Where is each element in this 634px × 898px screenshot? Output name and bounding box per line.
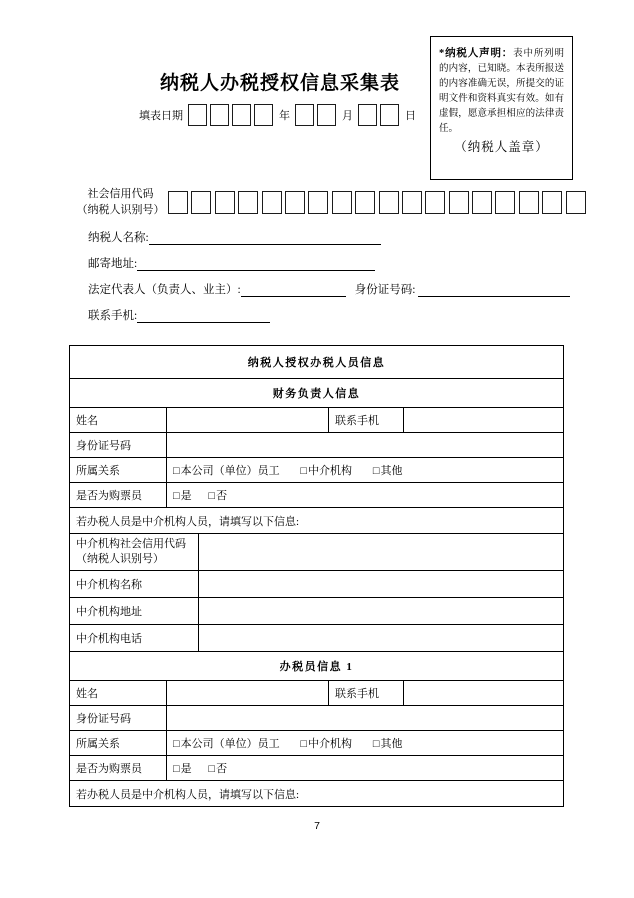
table-title: 纳税人授权办税人员信息 [70, 346, 564, 379]
yes-option-label: 是 [180, 490, 192, 502]
mailing-address-field[interactable] [137, 257, 375, 271]
table-title-row [70, 346, 564, 379]
input-box[interactable] [425, 191, 445, 214]
input-box[interactable] [210, 104, 229, 126]
input-box[interactable] [238, 191, 258, 214]
agency-note: 若办税人员是中介机构人员，请填写以下信息: [70, 781, 564, 807]
section-heading-row [70, 652, 564, 681]
checkbox-icon[interactable]: □ [208, 763, 216, 775]
table-row [70, 756, 564, 781]
table-row [70, 781, 564, 807]
relation-options-cell [167, 731, 564, 756]
section-heading-financial: 财务负责人信息 [70, 379, 564, 408]
table-row [70, 508, 564, 534]
taxpayer-name-row [88, 229, 381, 246]
no-option-label: 否 [216, 490, 228, 502]
table-row [70, 731, 564, 756]
relation-option-label: 本公司（单位）员工 [180, 738, 280, 750]
mailing-address-label: 邮寄地址: [88, 258, 138, 270]
input-box[interactable] [308, 191, 328, 214]
input-box[interactable] [566, 191, 586, 214]
checkbox-icon[interactable]: □ [173, 738, 180, 750]
relation-label: 所属关系 [70, 731, 167, 756]
input-box[interactable] [168, 191, 188, 214]
input-box[interactable] [355, 191, 375, 214]
relation-options-cell [167, 458, 564, 483]
input-box[interactable] [495, 191, 515, 214]
agency-address-label: 中介机构地址 [70, 598, 199, 625]
agency-name-input-cell[interactable] [199, 571, 564, 598]
declaration-body: 表中所列明的内容，已知晓。本表所报送的内容准确无误，所提交的证明文件和资料真实有效。如有虚假，愿意承担相应的法律责任。 [439, 49, 564, 134]
agency-address-input-cell[interactable] [199, 598, 564, 625]
agency-note: 若办税人员是中介机构人员，请填写以下信息: [70, 508, 564, 534]
fill-date-row [0, 104, 560, 126]
input-box[interactable] [285, 191, 305, 214]
input-box[interactable] [332, 191, 352, 214]
input-box[interactable] [379, 191, 399, 214]
id-number-input-cell[interactable] [167, 433, 564, 458]
day-unit-label: 日 [405, 110, 416, 122]
table-row [70, 681, 564, 706]
relation-option-label: 中介机构 [308, 738, 353, 750]
input-box[interactable] [380, 104, 399, 126]
input-box[interactable] [254, 104, 273, 126]
name-input-cell[interactable] [167, 681, 329, 706]
input-box[interactable] [262, 191, 282, 214]
checkbox-icon[interactable]: □ [208, 490, 216, 502]
checkbox-icon[interactable]: □ [173, 465, 180, 477]
table-row [70, 534, 564, 571]
id-number-field[interactable] [418, 283, 570, 297]
declaration-label: *纳税人声明： [439, 48, 514, 59]
month-input-boxes [295, 104, 339, 126]
day-input-boxes [358, 104, 402, 126]
fill-date-label: 填表日期 [139, 110, 183, 122]
checkbox-icon[interactable]: □ [173, 490, 180, 502]
year-input-boxes [188, 104, 276, 126]
input-box[interactable] [472, 191, 492, 214]
agency-name-label: 中介机构名称 [70, 571, 199, 598]
credit-code-input-boxes [168, 191, 589, 214]
input-box[interactable] [519, 191, 539, 214]
mobile-label: 联系手机 [329, 408, 404, 433]
mobile-label: 联系手机: [88, 310, 138, 322]
legal-rep-label: 法定代表人（负责人、业主）: [88, 284, 241, 296]
ticket-purchaser-options-cell [167, 483, 564, 508]
id-number-input-cell[interactable] [167, 706, 564, 731]
input-box[interactable] [542, 191, 562, 214]
agency-phone-label: 中介机构电话 [70, 625, 199, 652]
taxpayer-stamp-line: （纳税人盖章） [454, 140, 549, 154]
id-number-label: 身份证号码 [70, 706, 167, 731]
legal-rep-row [88, 281, 570, 298]
mobile-row [88, 307, 270, 324]
mailing-address-row [88, 255, 375, 272]
agency-code-input-cell[interactable] [199, 534, 564, 571]
ticket-purchaser-options-cell [167, 756, 564, 781]
relation-label: 所属关系 [70, 458, 167, 483]
checkbox-icon[interactable]: □ [300, 738, 308, 750]
name-label: 姓名 [70, 681, 167, 706]
taxpayer-name-field[interactable] [149, 231, 381, 245]
legal-rep-field[interactable] [241, 283, 346, 297]
table-row [70, 433, 564, 458]
mobile-field[interactable] [137, 309, 270, 323]
page-number: 7 [314, 820, 320, 832]
ticket-purchaser-label: 是否为购票员 [70, 756, 167, 781]
yes-option-label: 是 [180, 763, 192, 775]
section-heading-row [70, 379, 564, 408]
table-row [70, 571, 564, 598]
year-unit-label: 年 [279, 110, 290, 122]
checkbox-icon[interactable]: □ [372, 738, 380, 750]
relation-option-label: 其他 [380, 738, 403, 750]
input-box[interactable] [188, 104, 207, 126]
name-input-cell[interactable] [167, 408, 329, 433]
input-box[interactable] [358, 104, 377, 126]
input-box[interactable] [449, 191, 469, 214]
mobile-label: 联系手机 [329, 681, 404, 706]
id-number-label: 身份证号码 [70, 433, 167, 458]
relation-option-label: 其他 [380, 465, 403, 477]
table-row [70, 483, 564, 508]
id-number-label: 身份证号码: [354, 284, 416, 296]
table-row [70, 625, 564, 652]
checkbox-icon[interactable]: □ [173, 763, 180, 775]
credit-code-row [73, 186, 589, 218]
input-box[interactable] [402, 191, 422, 214]
month-unit-label: 月 [342, 110, 353, 122]
checkbox-icon[interactable]: □ [372, 465, 380, 477]
relation-option-label: 中介机构 [308, 465, 353, 477]
input-box[interactable] [215, 191, 235, 214]
no-option-label: 否 [216, 763, 228, 775]
name-label: 姓名 [70, 408, 167, 433]
input-box[interactable] [317, 104, 336, 126]
section-heading-clerk1: 办税员信息 1 [70, 652, 564, 681]
table-row [70, 458, 564, 483]
table-row [70, 706, 564, 731]
input-box[interactable] [295, 104, 314, 126]
authorized-personnel-table [69, 345, 564, 807]
table-row [70, 598, 564, 625]
taxpayer-name-label: 纳税人名称: [88, 232, 149, 244]
mobile-input-cell[interactable] [404, 408, 564, 433]
input-box[interactable] [191, 191, 211, 214]
relation-option-label: 本公司（单位）员工 [180, 465, 280, 477]
mobile-input-cell[interactable] [404, 681, 564, 706]
credit-code-label: 社会信用代码 （纳税人识别号） [76, 188, 165, 216]
checkbox-icon[interactable]: □ [300, 465, 308, 477]
input-box[interactable] [232, 104, 251, 126]
agency-phone-input-cell[interactable] [199, 625, 564, 652]
table-row [70, 408, 564, 433]
agency-code-label: 中介机构社会信用代码（纳税人识别号） [70, 534, 199, 571]
ticket-purchaser-label: 是否为购票员 [70, 483, 167, 508]
form-title: 纳税人办税授权信息采集表 [159, 73, 400, 94]
